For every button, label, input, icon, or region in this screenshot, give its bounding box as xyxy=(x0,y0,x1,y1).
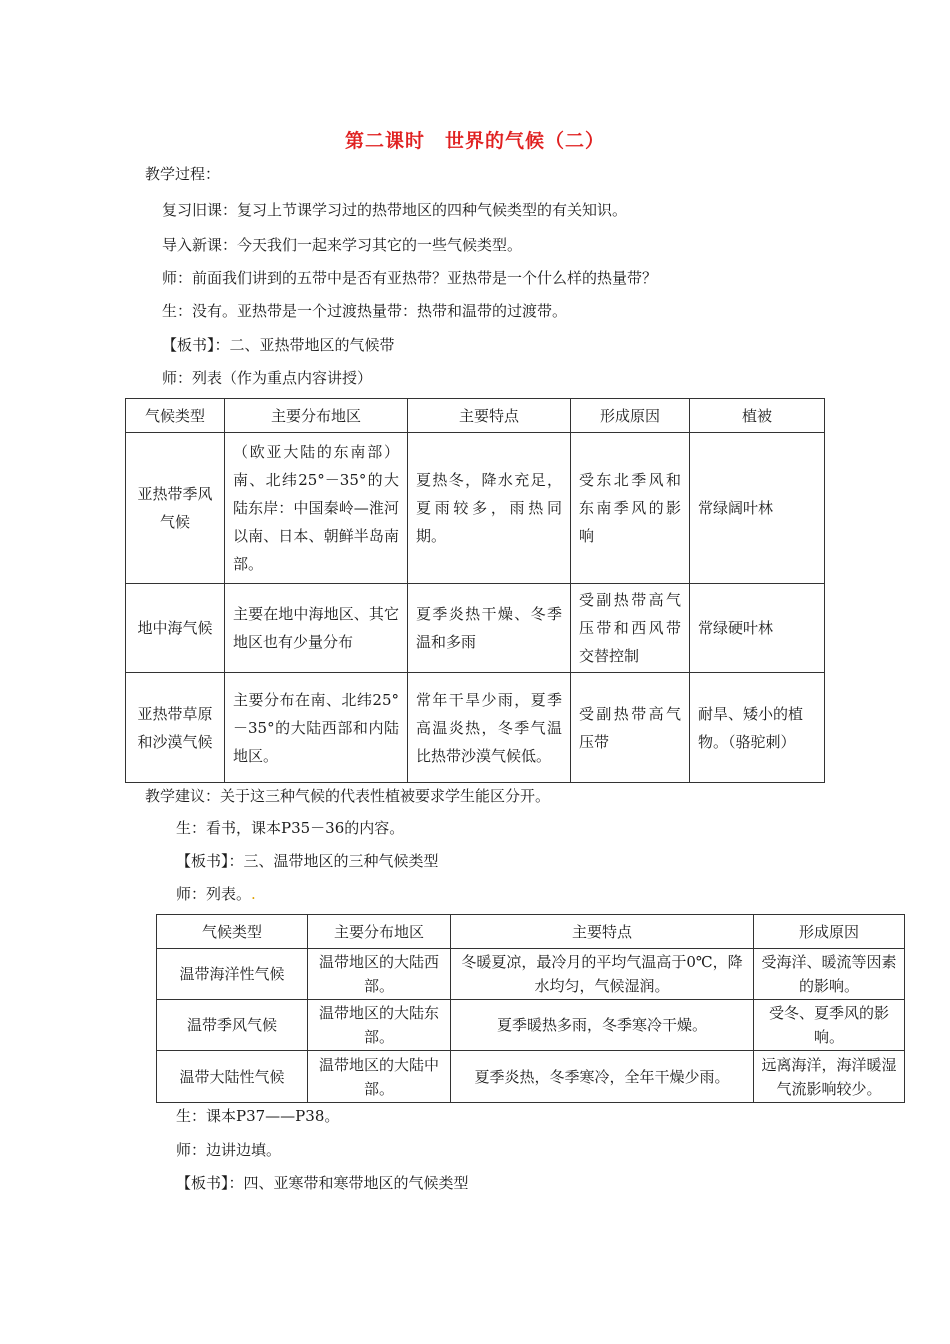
table-header-cell: 主要分布地区 xyxy=(308,915,451,949)
table-header-row xyxy=(126,399,825,433)
text-line: 师：前面我们讲到的五带中是否有亚热带？亚热带是一个什么样的热量带？ xyxy=(162,269,658,287)
table-header-cell: 气候类型 xyxy=(157,915,308,949)
table-cell: 耐旱、矮小的植物。（骆驼刺） xyxy=(690,673,825,783)
text-line: 复习旧课：复习上节课学习过的热带地区的四种气候类型的有关知识。 xyxy=(162,201,628,219)
text-line: 生：课本P37——P38。 xyxy=(176,1107,340,1125)
board-heading: 【板书】：四、亚寒带和寒带地区的气候类型 xyxy=(176,1174,469,1192)
table-cell: 温带大陆性气候 xyxy=(157,1051,308,1103)
table-header-cell: 形成原因 xyxy=(571,399,690,433)
text-line xyxy=(176,884,256,904)
table-cell: 夏季炎热干燥、冬季温和多雨 xyxy=(408,584,571,673)
page-title: 第二课时 世界的气候（二） xyxy=(344,130,605,152)
table-cell: 温带海洋性气候 xyxy=(157,949,308,1000)
text-line: 教学建议：关于这三种气候的代表性植被要求学生能区分开。 xyxy=(145,787,551,805)
table-header-cell: 主要特点 xyxy=(451,915,754,949)
table-header-cell: 主要分布地区 xyxy=(225,399,408,433)
subtropical-climate-table xyxy=(125,398,825,783)
table-cell: 受海洋、暖流等因素的影响。 xyxy=(754,949,905,1000)
text-line: 生：看书，课本P35－36的内容。 xyxy=(176,819,405,837)
table-row xyxy=(126,584,825,673)
table-header-cell: 气候类型 xyxy=(126,399,225,433)
text-line: 生：没有。亚热带是一个过渡热量带：热带和温带的过渡带。 xyxy=(162,302,568,320)
text-line-content: 师：列表。 xyxy=(176,885,252,903)
text-line: 师：列表（作为重点内容讲授） xyxy=(162,369,373,387)
table-cell: 远离海洋，海洋暖湿气流影响较少。 xyxy=(754,1051,905,1103)
table-cell: 夏季暖热多雨，冬季寒冷干燥。 xyxy=(451,1000,754,1051)
table-cell: 亚热带草原和沙漠气候 xyxy=(126,673,225,783)
table-cell: 受东北季风和东南季风的影响 xyxy=(571,433,690,584)
table-row xyxy=(126,433,825,584)
text-line: 教学过程： xyxy=(145,165,221,183)
table-cell: 夏季炎热，冬季寒冷，全年干燥少雨。 xyxy=(451,1051,754,1103)
table-cell: 温带地区的大陆中部。 xyxy=(308,1051,451,1103)
text-line: 导入新课：今天我们一起来学习其它的一些气候类型。 xyxy=(162,236,523,254)
table-cell: 亚热带季风气候 xyxy=(126,433,225,584)
table-cell: 地中海气候 xyxy=(126,584,225,673)
table-cell: 受冬、夏季风的影响。 xyxy=(754,1000,905,1051)
table-cell: 主要分布在南、北纬25°－35°的大陆西部和内陆地区。 xyxy=(225,673,408,783)
temperate-climate-table xyxy=(156,914,905,1103)
table-cell: 受副热带高气压带 xyxy=(571,673,690,783)
table-row xyxy=(126,673,825,783)
table-row xyxy=(157,949,905,1000)
board-heading: 【板书】：二、亚热带地区的气候带 xyxy=(162,336,395,354)
table-cell: 常绿硬叶林 xyxy=(690,584,825,673)
table-header-cell: 形成原因 xyxy=(754,915,905,949)
table-cell: 夏热冬，降水充足，夏雨较多，雨热同期。 xyxy=(408,433,571,584)
table-row xyxy=(157,1051,905,1103)
table-cell: 常年干旱少雨，夏季高温炎热，冬季气温比热带沙漠气候低。 xyxy=(408,673,571,783)
marker-dot: . xyxy=(251,885,256,903)
table-cell: 冬暖夏凉，最冷月的平均气温高于0℃，降水均匀，气候湿润。 xyxy=(451,949,754,1000)
table-header-cell: 主要特点 xyxy=(408,399,571,433)
table-cell: 常绿阔叶林 xyxy=(690,433,825,584)
table-cell: （欧亚大陆的东南部）南、北纬25°－35°的大陆东岸：中国秦岭—淮河以南、日本、朝鲜半岛南部。 xyxy=(225,433,408,584)
table-cell: 受副热带高气压带和西风带交替控制 xyxy=(571,584,690,673)
table-header-cell: 植被 xyxy=(690,399,825,433)
text-line: 师：边讲边填。 xyxy=(176,1141,282,1159)
table-cell: 主要在地中海地区、其它地区也有少量分布 xyxy=(225,584,408,673)
table-cell: 温带季风气候 xyxy=(157,1000,308,1051)
table-row xyxy=(157,1000,905,1051)
table-cell: 温带地区的大陆东部。 xyxy=(308,1000,451,1051)
board-heading: 【板书】：三、温带地区的三种气候类型 xyxy=(176,852,439,870)
table-header-row xyxy=(157,915,905,949)
table-cell: 温带地区的大陆西部。 xyxy=(308,949,451,1000)
